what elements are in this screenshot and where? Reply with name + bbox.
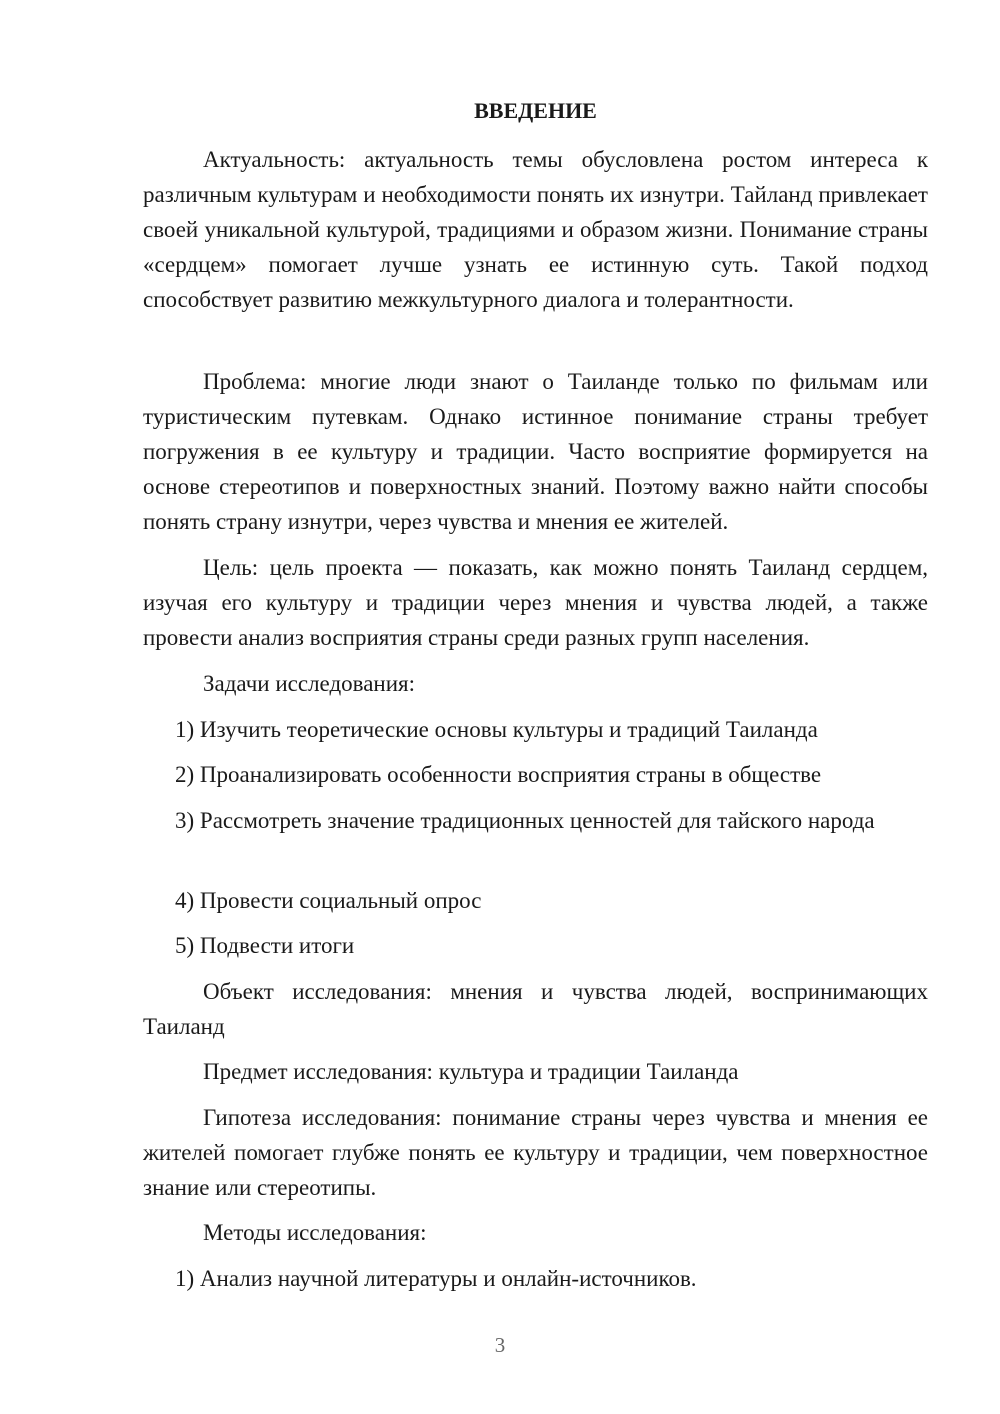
- object-text: Объект исследования: мнения и чувства людей, воспринимающих Таиланд: [143, 979, 928, 1039]
- paragraph-problem: [143, 364, 928, 539]
- tasks-heading: [143, 666, 928, 701]
- methods-heading-text: Методы исследования:: [203, 1220, 427, 1245]
- methods-heading: [143, 1215, 928, 1250]
- task-item-1: [143, 712, 928, 747]
- method-item-text: 1) Анализ научной литературы и онлайн-источников.: [175, 1266, 697, 1291]
- problem-text: Проблема: многие люди знают о Таиланде только по фильмам или туристическим путевкам. Однако истинное понимание страны требует погружения в ее культуру и традиции. Часто восприятие формируется на основе стереотипов и поверхностных знаний. Поэтому важно найти способы понять страну изнутри, через чувства и мнения ее жителей.: [143, 369, 928, 534]
- paragraph-goal: [143, 550, 928, 655]
- task-item-4: [143, 883, 928, 918]
- goal-text: Цель: цель проекта — показать, как можно понять Таиланд сердцем, изучая его культуру и традиции через мнения и чувства людей, а также провести анализ восприятия страны среди разных групп населения.: [143, 555, 928, 650]
- task-item-text: 5) Подвести итоги: [175, 933, 355, 958]
- method-item-1: [143, 1261, 928, 1296]
- subject-text: Предмет исследования: культура и традиции Таиланда: [203, 1059, 739, 1084]
- page-title: ВВЕДЕНИЕ: [474, 98, 597, 123]
- tasks-heading-text: Задачи исследования:: [203, 671, 416, 696]
- task-item-2: [143, 757, 928, 792]
- relevance-text: Актуальность: актуальность темы обусловлена ростом интереса к различным культурам и необходимости понять их изнутри. Тайланд привлекает своей уникальной культурой, традициями и образом жизни. Понимание страны «сердцем» помогает лучше узнать ее истинную суть. Такой подход способствует развитию межкультурного диалога и толерантности.: [143, 147, 928, 312]
- page-number: 3: [494, 1333, 506, 1357]
- task-item-text: 1) Изучить теоретические основы культуры и традиций Таиланда: [175, 717, 818, 742]
- task-item-text: 2) Проанализировать особенности восприятия страны в обществе: [175, 762, 822, 787]
- paragraph-hypothesis: [143, 1100, 928, 1205]
- task-item-text: 4) Провести социальный опрос: [175, 888, 482, 913]
- paragraph-object: [143, 974, 928, 1044]
- paragraph-subject: [143, 1054, 928, 1089]
- task-item-5: [143, 928, 928, 963]
- task-item-text: 3) Рассмотреть значение традиционных ценностей для тайского народа: [175, 808, 875, 833]
- hypothesis-text: Гипотеза исследования: понимание страны через чувства и мнения ее жителей помогает глубже понять ее культуру и традиции, чем поверхностное знание или стереотипы.: [143, 1105, 928, 1200]
- paragraph-relevance: [143, 142, 928, 317]
- task-item-3: [143, 803, 928, 838]
